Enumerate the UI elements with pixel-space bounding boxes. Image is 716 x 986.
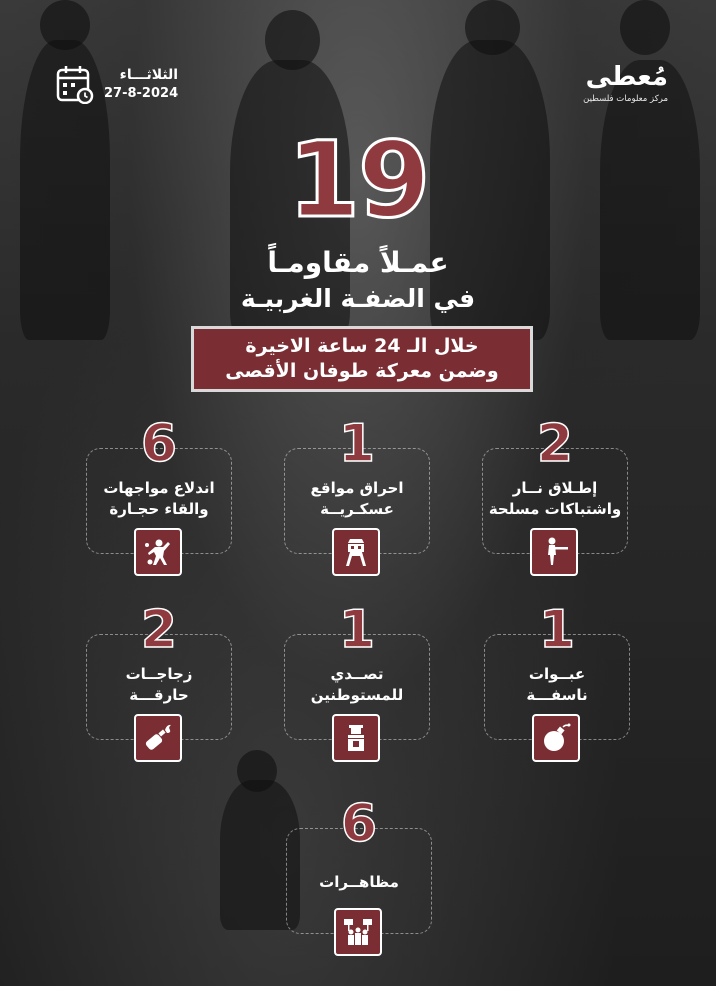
card-label (488, 664, 626, 706)
card-label-line2: ناسفـــة (526, 686, 588, 704)
settler-icon (332, 714, 380, 762)
card-label-line2: واشتباكات مسلحة (488, 500, 622, 518)
stat-card-protests (286, 794, 432, 934)
total-count: 19 (287, 119, 429, 241)
stat-card-molotov (86, 600, 232, 740)
card-number: 1 (338, 600, 376, 660)
period-banner (191, 326, 533, 392)
bomb-icon (532, 714, 580, 762)
card-number: 6 (140, 414, 178, 474)
molotov-icon (134, 714, 182, 762)
card-label-line2: والقاء حجـارة (109, 500, 209, 518)
brand-logo (583, 62, 668, 104)
card-label-line1: احراق مواقع (310, 479, 404, 497)
banner-line2: وضمن معركة طوفان الأقصى (225, 360, 499, 382)
card-label-line2: حارقـــة (129, 686, 189, 704)
card-number: 2 (140, 600, 178, 660)
card-number: 1 (538, 600, 576, 660)
stat-card-settlers (284, 600, 430, 740)
stat-card-explosives (484, 600, 630, 740)
card-label (288, 478, 426, 520)
stat-card-arson (284, 414, 430, 554)
date-value: 27-8-2024 (104, 85, 179, 101)
headline-line2: في الضفـة الغربيـة (240, 284, 476, 313)
stone-throwing-icon (134, 528, 182, 576)
background-figure-head (620, 0, 670, 55)
card-label (486, 478, 624, 520)
card-label-line1: اندلاع مواجهات (103, 479, 215, 497)
card-number: 6 (340, 794, 378, 854)
logo-tagline: مركز معلومات فلسطين (583, 94, 668, 104)
stat-card-clashes (86, 414, 232, 554)
card-label-line1: إطـلاق نــار (512, 479, 598, 497)
card-label-line1: زجاجــات (125, 665, 193, 683)
card-label (90, 664, 228, 706)
background-figure-head (265, 10, 320, 70)
gunman-icon (530, 528, 578, 576)
card-label (290, 872, 428, 893)
background-figure-head (237, 750, 277, 792)
calendar-icon (56, 64, 94, 104)
card-label-line2: عسكـريــة (320, 500, 394, 518)
banner-line1: خلال الـ 24 ساعة الاخيرة (245, 335, 479, 358)
background-figure-head (40, 0, 90, 50)
headline-line1: عمـلاً مقاومـاً (267, 246, 449, 279)
card-number: 2 (536, 414, 574, 474)
logo-name: مُعطى (585, 62, 668, 92)
card-label-line1: مظاهــرات (319, 873, 399, 891)
protest-icon (334, 908, 382, 956)
card-label-line1: تصــدي (330, 665, 384, 683)
watchtower-icon (332, 528, 380, 576)
background-figure-head (465, 0, 520, 55)
card-label (288, 664, 426, 706)
card-label-line1: عبــوات (528, 665, 586, 683)
card-label-line2: للمستوطنين (310, 686, 404, 704)
card-label (90, 478, 228, 520)
card-number: 1 (338, 414, 376, 474)
date-block (56, 64, 178, 104)
stat-card-shooting (482, 414, 628, 554)
date-day: الثلاثـــاء (119, 66, 179, 83)
